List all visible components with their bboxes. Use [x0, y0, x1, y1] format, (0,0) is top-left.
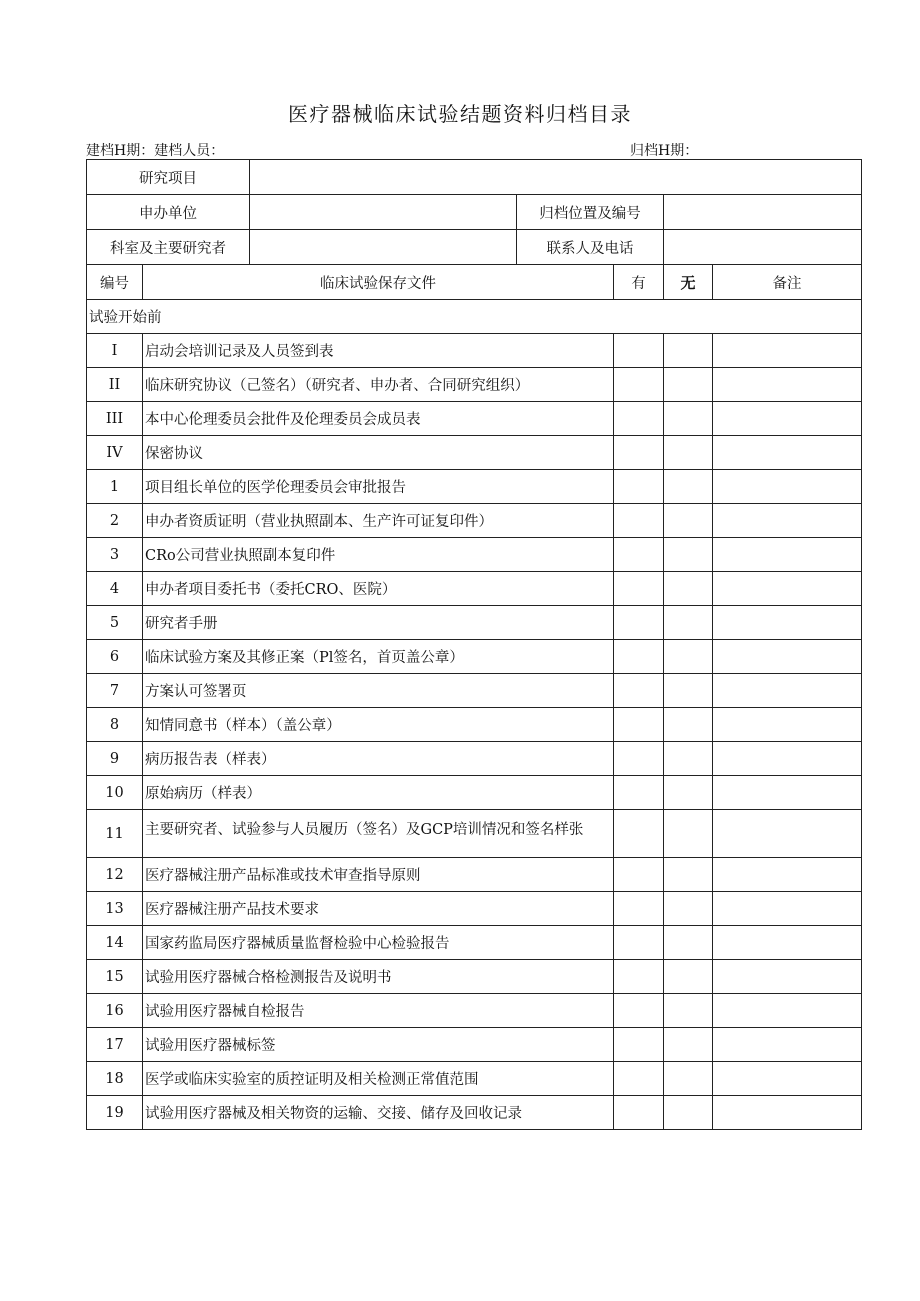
document-name: 临床试验方案及其修正案（Pl签名，首页盖公章）	[143, 640, 614, 674]
remarks-cell[interactable]	[713, 402, 862, 436]
table-row	[87, 708, 862, 742]
document-name: 启动会培训记录及人员签到表	[143, 334, 614, 368]
contact-label: 联系人及电话	[517, 230, 664, 265]
table-row	[87, 742, 862, 776]
remarks-cell[interactable]	[713, 1062, 862, 1096]
row-number: 12	[87, 858, 143, 892]
none-checkbox-cell[interactable]	[664, 640, 713, 674]
have-checkbox-cell[interactable]	[614, 858, 664, 892]
remarks-cell[interactable]	[713, 776, 862, 810]
remarks-cell[interactable]	[713, 926, 862, 960]
row-number: 8	[87, 708, 143, 742]
row-number: 7	[87, 674, 143, 708]
row-number: IV	[87, 436, 143, 470]
none-checkbox-cell[interactable]	[664, 892, 713, 926]
project-label: 研究项目	[87, 160, 250, 195]
document-name: 知情同意书（样本）（盖公章）	[143, 708, 614, 742]
document-name: 医疗器械注册产品标准或技术审查指导原则	[143, 858, 614, 892]
remarks-cell[interactable]	[713, 504, 862, 538]
document-name: 医疗器械注册产品技术要求	[143, 892, 614, 926]
row-number: 19	[87, 1096, 143, 1130]
section-heading: 试验开始前	[87, 300, 862, 334]
row-number: 14	[87, 926, 143, 960]
none-checkbox-cell[interactable]	[664, 402, 713, 436]
none-checkbox-cell[interactable]	[664, 1062, 713, 1096]
remarks-cell[interactable]	[713, 742, 862, 776]
table-row	[87, 470, 862, 504]
document-name: 申办者项目委托书（委托CRO、医院）	[143, 572, 614, 606]
none-checkbox-cell[interactable]	[664, 538, 713, 572]
none-checkbox-cell[interactable]	[664, 606, 713, 640]
have-checkbox-cell[interactable]	[614, 504, 664, 538]
table-row	[87, 334, 862, 368]
table-row	[87, 674, 862, 708]
have-checkbox-cell[interactable]	[614, 640, 664, 674]
have-checkbox-cell[interactable]	[614, 742, 664, 776]
have-checkbox-cell[interactable]	[614, 1096, 664, 1130]
row-number: 2	[87, 504, 143, 538]
have-checkbox-cell[interactable]	[614, 1062, 664, 1096]
document-name: 试验用医疗器械自检报告	[143, 994, 614, 1028]
contact-value[interactable]	[664, 230, 862, 265]
table-row	[87, 810, 862, 858]
none-checkbox-cell[interactable]	[664, 504, 713, 538]
row-number: 15	[87, 960, 143, 994]
table-row	[87, 994, 862, 1028]
remarks-cell[interactable]	[713, 606, 862, 640]
document-name: 研究者手册	[143, 606, 614, 640]
table-row	[87, 858, 862, 892]
department-label: 科室及主要研究者	[87, 230, 250, 265]
row-number: 1	[87, 470, 143, 504]
archive-location-value[interactable]	[664, 195, 862, 230]
archive-location-label: 归档位置及编号	[517, 195, 664, 230]
have-checkbox-cell[interactable]	[614, 334, 664, 368]
document-name: 保密协议	[143, 436, 614, 470]
remarks-cell[interactable]	[713, 708, 862, 742]
row-number: 18	[87, 1062, 143, 1096]
document-name: 医学或临床实验室的质控证明及相关检测正常值范围	[143, 1062, 614, 1096]
archive-catalog-table	[86, 159, 862, 1130]
row-number: 5	[87, 606, 143, 640]
filing-date-label: 归档H期：	[630, 143, 699, 159]
sponsor-row	[87, 195, 862, 230]
department-row	[87, 230, 862, 265]
document-name: 试验用医疗器械合格检测报告及说明书	[143, 960, 614, 994]
table-row	[87, 1096, 862, 1130]
have-checkbox-cell[interactable]	[614, 368, 664, 402]
have-checkbox-cell[interactable]	[614, 994, 664, 1028]
row-number: 16	[87, 994, 143, 1028]
remarks-cell[interactable]	[713, 1096, 862, 1130]
none-checkbox-cell[interactable]	[664, 368, 713, 402]
remarks-cell[interactable]	[713, 640, 862, 674]
remarks-cell[interactable]	[713, 892, 862, 926]
document-name: 病历报告表（样表）	[143, 742, 614, 776]
project-row	[87, 160, 862, 195]
none-checkbox-cell[interactable]	[664, 926, 713, 960]
document-name: 临床研究协议（己签名）（研究者、申办者、合同研究组织）	[143, 368, 614, 402]
have-checkbox-cell[interactable]	[614, 810, 664, 858]
row-number: 17	[87, 1028, 143, 1062]
document-name: 申办者资质证明（营业执照副本、生产许可证复印件）	[143, 504, 614, 538]
table-row	[87, 402, 862, 436]
remarks-cell[interactable]	[713, 960, 862, 994]
header-none: 无	[664, 265, 713, 300]
table-row	[87, 538, 862, 572]
document-name: 试验用医疗器械标签	[143, 1028, 614, 1062]
document-name: CRo公司营业执照副本复印件	[143, 538, 614, 572]
row-number: 3	[87, 538, 143, 572]
have-checkbox-cell[interactable]	[614, 436, 664, 470]
department-value[interactable]	[250, 230, 517, 265]
none-checkbox-cell[interactable]	[664, 742, 713, 776]
remarks-cell[interactable]	[713, 572, 862, 606]
none-checkbox-cell[interactable]	[664, 858, 713, 892]
row-number: 10	[87, 776, 143, 810]
table-row	[87, 606, 862, 640]
have-checkbox-cell[interactable]	[614, 960, 664, 994]
row-number: 6	[87, 640, 143, 674]
table-row	[87, 368, 862, 402]
table-row	[87, 926, 862, 960]
have-checkbox-cell[interactable]	[614, 776, 664, 810]
remarks-cell[interactable]	[713, 470, 862, 504]
header-documents: 临床试验保存文件	[143, 265, 614, 300]
none-checkbox-cell[interactable]	[664, 674, 713, 708]
remarks-cell[interactable]	[713, 436, 862, 470]
none-checkbox-cell[interactable]	[664, 334, 713, 368]
table-row	[87, 776, 862, 810]
have-checkbox-cell[interactable]	[614, 538, 664, 572]
section-row	[87, 300, 862, 334]
header-have: 有	[614, 265, 664, 300]
document-name: 主要研究者、试验参与人员履历（签名）及GCP培训情况和签名样张	[143, 810, 614, 858]
row-number: I	[87, 334, 143, 368]
row-number: 9	[87, 742, 143, 776]
header-remarks: 备注	[713, 265, 862, 300]
have-checkbox-cell[interactable]	[614, 1028, 664, 1062]
remarks-cell[interactable]	[713, 810, 862, 858]
none-checkbox-cell[interactable]	[664, 436, 713, 470]
have-checkbox-cell[interactable]	[614, 606, 664, 640]
none-checkbox-cell[interactable]	[664, 572, 713, 606]
document-name: 项目组长单位的医学伦理委员会审批报告	[143, 470, 614, 504]
sponsor-label: 申办单位	[87, 195, 250, 230]
row-number: II	[87, 368, 143, 402]
none-checkbox-cell[interactable]	[664, 810, 713, 858]
remarks-cell[interactable]	[713, 1028, 862, 1062]
sponsor-value[interactable]	[250, 195, 517, 230]
remarks-cell[interactable]	[713, 368, 862, 402]
have-checkbox-cell[interactable]	[614, 470, 664, 504]
table-row	[87, 1028, 862, 1062]
none-checkbox-cell[interactable]	[664, 470, 713, 504]
table-row	[87, 572, 862, 606]
none-checkbox-cell[interactable]	[664, 708, 713, 742]
none-checkbox-cell[interactable]	[664, 994, 713, 1028]
have-checkbox-cell[interactable]	[614, 674, 664, 708]
row-number: 11	[87, 810, 143, 858]
document-name: 原始病历（样表）	[143, 776, 614, 810]
have-checkbox-cell[interactable]	[614, 402, 664, 436]
none-checkbox-cell[interactable]	[664, 1028, 713, 1062]
table-row	[87, 960, 862, 994]
remarks-cell[interactable]	[713, 994, 862, 1028]
none-checkbox-cell[interactable]	[664, 960, 713, 994]
row-number: 13	[87, 892, 143, 926]
remarks-cell[interactable]	[713, 674, 862, 708]
row-number: III	[87, 402, 143, 436]
table-row	[87, 436, 862, 470]
have-checkbox-cell[interactable]	[614, 572, 664, 606]
remarks-cell[interactable]	[713, 858, 862, 892]
table-row	[87, 504, 862, 538]
remarks-cell[interactable]	[713, 334, 862, 368]
document-name: 国家药监局医疗器械质量监督检验中心检验报告	[143, 926, 614, 960]
document-name: 本中心伦理委员会批件及伦理委员会成员表	[143, 402, 614, 436]
table-row	[87, 1062, 862, 1096]
document-name: 试验用医疗器械及相关物资的运输、交接、储存及回收记录	[143, 1096, 614, 1130]
none-checkbox-cell[interactable]	[664, 1096, 713, 1130]
archive-date-and-staff-label: 建档H期：建档人员：	[86, 143, 225, 159]
remarks-cell[interactable]	[713, 538, 862, 572]
column-header-row	[87, 265, 862, 300]
have-checkbox-cell[interactable]	[614, 708, 664, 742]
project-value[interactable]	[250, 160, 862, 195]
table-row	[87, 892, 862, 926]
row-number: 4	[87, 572, 143, 606]
none-checkbox-cell[interactable]	[664, 776, 713, 810]
table-row	[87, 640, 862, 674]
document-name: 方案认可签署页	[143, 674, 614, 708]
have-checkbox-cell[interactable]	[614, 926, 664, 960]
document-title: 医疗器械临床试验结题资料归档目录	[288, 102, 632, 126]
header-number: 编号	[87, 265, 143, 300]
have-checkbox-cell[interactable]	[614, 892, 664, 926]
